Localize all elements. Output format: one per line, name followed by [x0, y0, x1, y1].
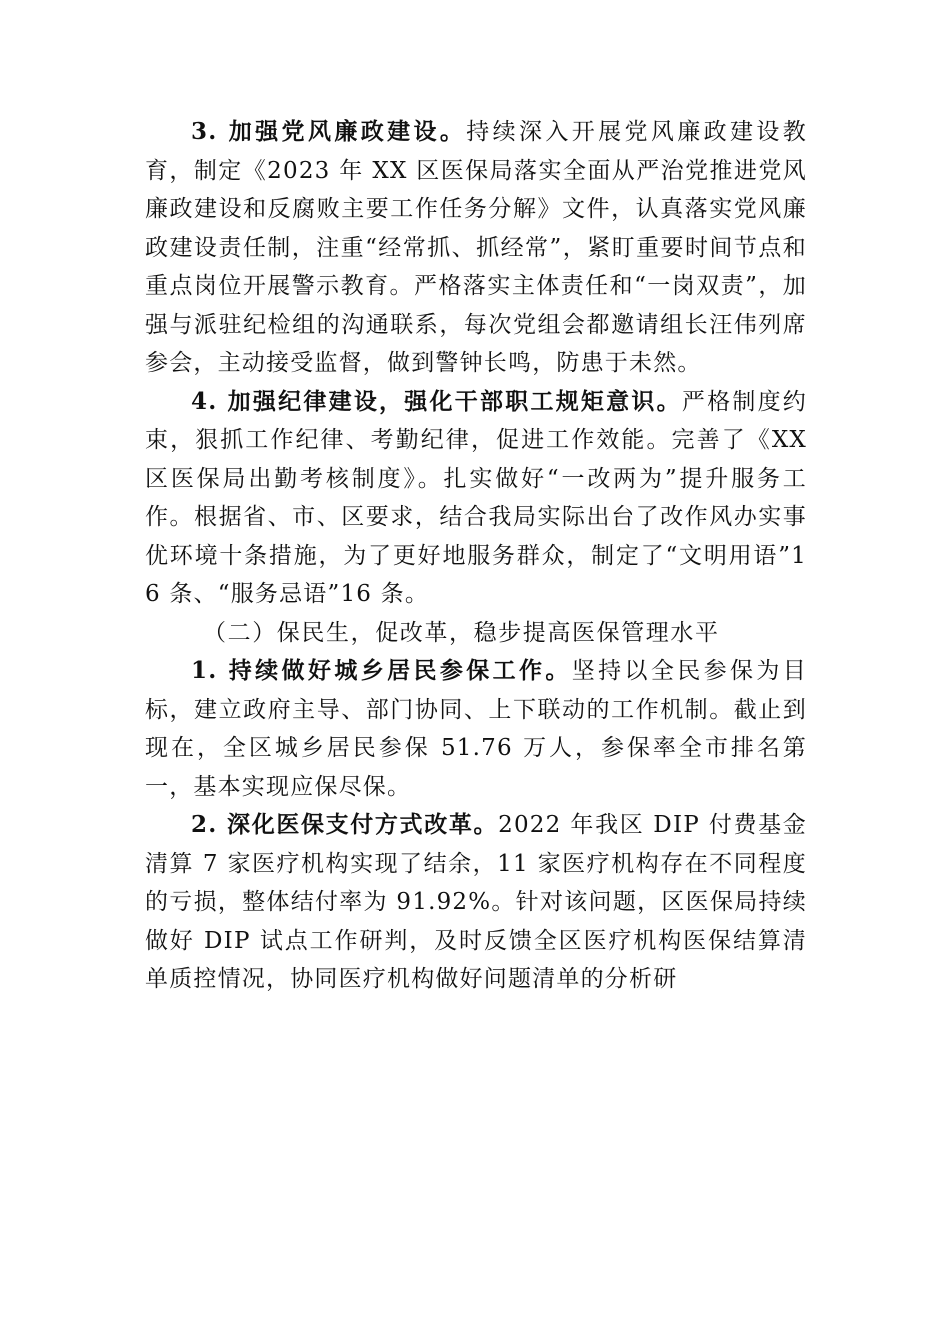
- paragraph-text: 2022 年我区 DIP 付费基金清算 7 家医疗机构实现了结余，11 家医疗机构存在不同程度的亏损，整体结付率为 91.92%。针对该问题，区医保局持续做好 DIP 试点工作研判，及时反馈全区医疗机构医保结算清单质控情况，协同医疗机构做好问题清单的分析研: [145, 812, 807, 992]
- paragraph-text: 坚持以全民参保为目标，建立政府主导、部门协同、上下联动的工作机制。截止到现在，全区城乡居民参保 51.76 万人，参保率全市排名第一，基本实现应保尽保。: [145, 658, 807, 800]
- paragraph-text: 持续深入开展党风廉政建设教育，制定《2023 年 XX 区医保局落实全面从严治党推进党风廉政建设和反腐败主要工作任务分解》文件，认真落实党风廉政建设责任制，注重“经常抓、抓经常”，紧盯重要时间节点和重点岗位开展警示教育。严格落实主体责任和“一岗双责”，加强与派驻纪检组的沟通联系，每次党组会都邀请组长汪伟列席参会，主动接受监督，做到警钟长鸣，防患于未然。: [145, 119, 807, 376]
- paragraph-payment-reform: [145, 806, 807, 999]
- paragraph-party-integrity: [145, 113, 807, 383]
- section-heading: （二）保民生，促改革，稳步提高医保管理水平: [203, 619, 720, 646]
- paragraph-discipline: [145, 383, 807, 614]
- document-body: [145, 113, 807, 999]
- paragraph-lead: 4. 加强纪律建设，强化干部职工规矩意识。: [191, 387, 682, 415]
- paragraph-lead: 1. 持续做好城乡居民参保工作。: [191, 657, 572, 684]
- paragraph-resident-insurance: [145, 652, 807, 806]
- paragraph-lead: 3. 加强党风廉政建设。: [191, 118, 467, 145]
- paragraph-text: 严格制度约束，狠抓工作纪律、考勤纪律，促进工作效能。完善了《XX 区医保局出勤考核制度》。扎实做好“一改两为”提升服务工作。根据省、市、区要求，结合我局实际出台了改作风办实事优环境十条措施，为了更好地服务群众，制定了“文明用语”16 条、“服务忌语”16 条。: [145, 388, 808, 607]
- paragraph-lead: 2. 深化医保支付方式改革。: [191, 811, 499, 838]
